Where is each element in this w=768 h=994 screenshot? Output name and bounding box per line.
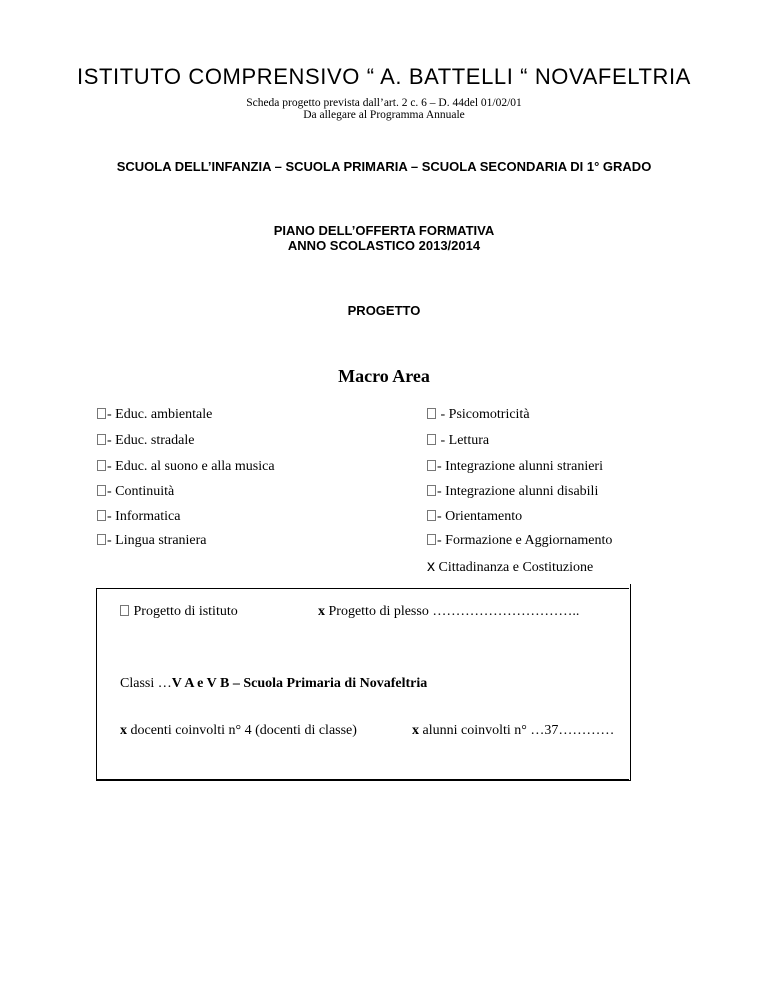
project-heading: PROGETTO — [347, 303, 421, 318]
plan-title: PIANO DELL’OFFERTA FORMATIVA — [273, 223, 495, 238]
checkbox-icon — [97, 434, 106, 445]
box-border-bottom — [96, 780, 631, 781]
check-mark: x — [427, 558, 435, 575]
alunni-label: alunni coinvolti n° …37………… — [419, 723, 615, 738]
macro-item-label: - Integrazione alunni disabili — [437, 484, 599, 499]
checkbox-icon — [120, 605, 129, 616]
box-border-right — [630, 584, 631, 781]
plan-year: ANNO SCOLASTICO 2013/2014 — [287, 238, 481, 253]
institute-title: ISTITUTO COMPRENSIVO “ A. BATTELLI “ NOVAFELTRIA — [77, 64, 691, 89]
macro-item-label: - Continuità — [107, 484, 175, 499]
macro-item — [427, 484, 598, 500]
macro-item — [97, 533, 207, 549]
checkbox-icon — [97, 460, 106, 471]
check-mark: x — [318, 604, 325, 619]
macro-item-label: - Educ. stradale — [107, 433, 195, 448]
macro-item-label: - Educ. al suono e alla musica — [107, 459, 275, 474]
macro-item — [427, 433, 489, 449]
project-plesso-label: Progetto di plesso ………………………….. — [325, 604, 580, 619]
macro-item — [97, 509, 180, 525]
docenti-line — [120, 723, 357, 739]
macro-item-label: - Formazione e Aggiornamento — [437, 533, 613, 548]
checkbox-icon — [427, 460, 436, 471]
check-mark: x — [412, 723, 419, 738]
macro-item — [97, 484, 174, 500]
project-istituto-label: Progetto di istituto — [130, 604, 238, 619]
macro-item — [427, 533, 612, 549]
checkbox-icon — [97, 485, 106, 496]
macro-item-label: - Lingua straniera — [107, 533, 207, 548]
macro-item — [427, 459, 603, 475]
classi-line — [120, 676, 427, 692]
macro-item-label: - Educ. ambientale — [107, 407, 213, 422]
macro-item-label: - Lettura — [437, 433, 490, 448]
macro-item-label: - Integrazione alunni stranieri — [437, 459, 603, 474]
alunni-line — [412, 723, 614, 739]
header-line-1: Scheda progetto prevista dall’art. 2 c. 6 – D. 44del 01/02/01 — [246, 97, 522, 109]
macro-item-label: - Orientamento — [437, 509, 523, 524]
checkbox-icon — [97, 408, 106, 419]
macro-area-title: Macro Area — [338, 366, 430, 386]
classi-prefix: Classi … — [120, 676, 172, 691]
checkbox-icon — [97, 534, 106, 545]
schools-heading: SCUOLA DELL’INFANZIA – SCUOLA PRIMARIA – SCUOLA SECONDARIA DI 1° GRADO — [116, 159, 652, 174]
check-mark: x — [120, 723, 127, 738]
docenti-label: docenti coinvolti n° 4 (docenti di classe) — [127, 723, 357, 738]
macro-item — [97, 407, 212, 423]
macro-item-label: Cittadinanza e Costituzione — [435, 560, 594, 575]
macro-item — [97, 459, 275, 475]
classi-value: V A e V B – Scuola Primaria di Novafeltria — [171, 676, 428, 691]
checkbox-icon — [97, 510, 106, 521]
checkbox-icon — [427, 485, 436, 496]
project-plesso — [318, 604, 579, 620]
macro-item — [97, 433, 194, 449]
macro-item — [427, 407, 530, 423]
macro-item — [427, 509, 522, 525]
checkbox-icon — [427, 408, 436, 419]
macro-item-label: - Psicomotricità — [437, 407, 530, 422]
macro-item-checked — [427, 558, 593, 576]
checkbox-icon — [427, 534, 436, 545]
header-line-2: Da allegare al Programma Annuale — [303, 109, 465, 121]
macro-item-label: - Informatica — [107, 509, 181, 524]
checkbox-icon — [427, 510, 436, 521]
checkbox-icon — [427, 434, 436, 445]
project-istituto — [120, 604, 238, 620]
